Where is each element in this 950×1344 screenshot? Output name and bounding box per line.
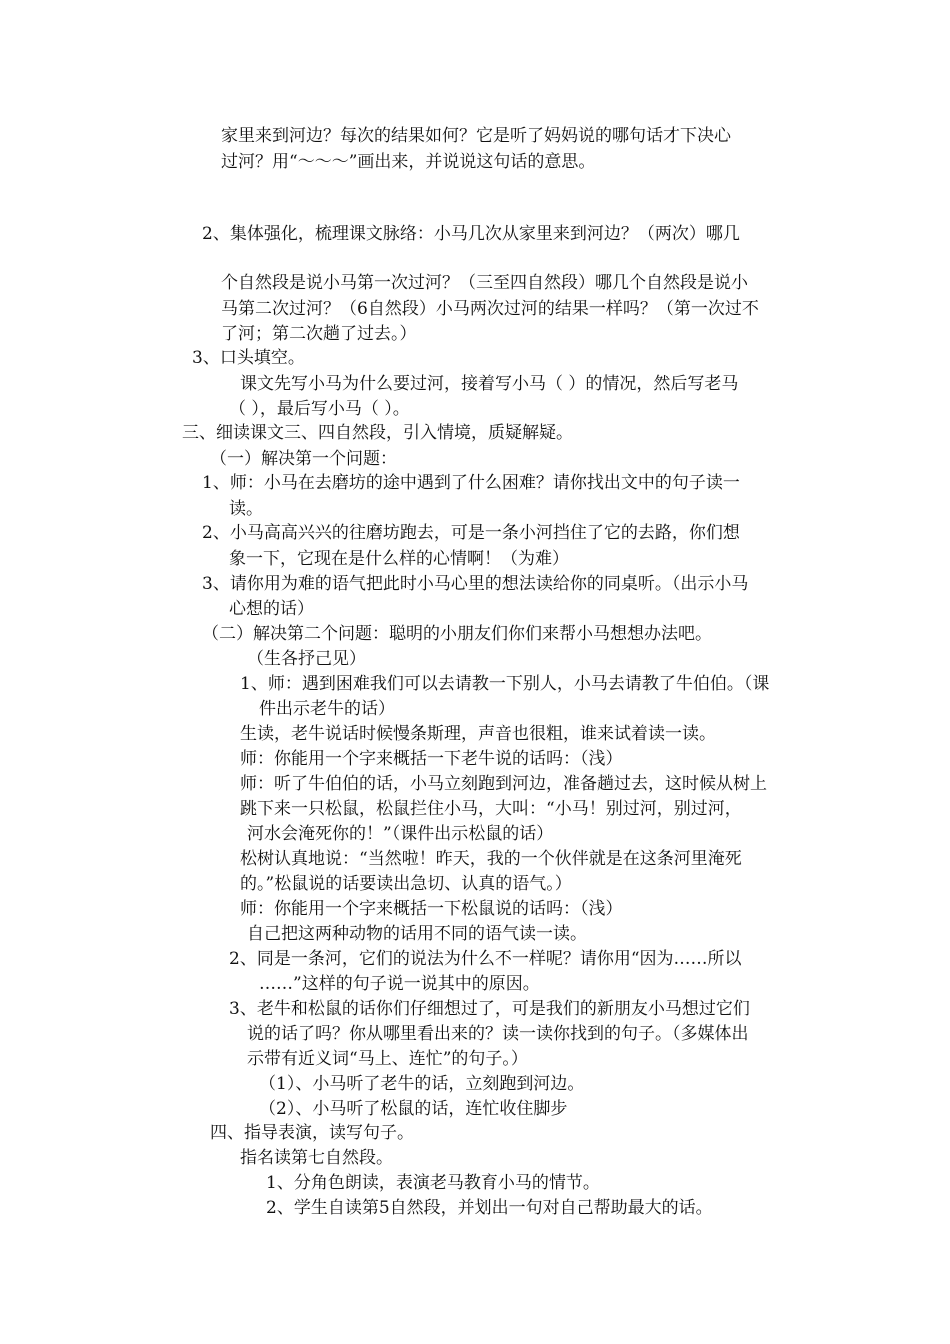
text-line: 象一下，它现在是什么样的心情啊！（为难） bbox=[229, 549, 569, 569]
list-item: 2、学生自读第5自然段，并划出一句对自己帮助最大的话。 bbox=[266, 1198, 713, 1218]
list-item: 3、老牛和松鼠的话你们仔细想过了，可是我们的新朋友小马想过它们 bbox=[229, 999, 750, 1019]
text-line: （ ），最后写小马（ ）。 bbox=[229, 399, 410, 419]
text-line: 师：听了牛伯伯的话，小马立刻跑到河边，准备趟过去，这时候从树上 bbox=[240, 774, 767, 794]
text-line: 指名读第七自然段。 bbox=[240, 1148, 393, 1168]
text-line: 说的话了吗？你从哪里看出来的？读一读你找到的句子。（多媒体出 bbox=[247, 1024, 749, 1044]
list-item-3: 3、口头填空。 bbox=[192, 348, 305, 368]
subsection-heading: （一）解决第一个问题： bbox=[210, 449, 397, 469]
text-line: 师：你能用一个字来概括一下松鼠说的话吗：（浅） bbox=[240, 899, 623, 919]
text-line: 了河；第二次趟了过去。） bbox=[221, 324, 417, 344]
text-line: 件出示老牛的话） bbox=[259, 699, 395, 719]
list-item: 3、请你用为难的语气把此时小马心里的想法读给你的同桌听。（出示小马 bbox=[202, 574, 749, 594]
text-line: 心想的话） bbox=[229, 599, 314, 619]
text-line: 跳下来一只松鼠，松鼠拦住小马，大叫：“小马！别过河，别过河， bbox=[240, 799, 742, 819]
list-item: 1、师：小马在去磨坊的途中遇到了什么困难？请你找出文中的句子读一 bbox=[202, 473, 740, 493]
text-line: 松树认真地说：“当然啦！昨天，我的一个伙伴就是在这条河里淹死 bbox=[240, 849, 742, 869]
text-line: 生读，老牛说话时候慢条斯理，声音也很粗，谁来试着读一读。 bbox=[240, 724, 716, 744]
text-line: （1）、小马听了老牛的话，立刻跑到河边。 bbox=[259, 1074, 585, 1094]
text-line: （2）、小马听了松鼠的话，连忙收住脚步 bbox=[259, 1099, 568, 1119]
text-line: 自己把这两种动物的话用不同的语气读一读。 bbox=[247, 924, 587, 944]
text-line: 的。”松鼠说的话要读出急切、认真的语气。） bbox=[240, 874, 572, 894]
text-line: 读。 bbox=[229, 499, 263, 519]
text-line: 个自然段是说小马第一次过河？（三至四自然段）哪几个自然段是说小 bbox=[221, 273, 748, 293]
list-item: 1、师：遇到困难我们可以去请教一下别人，小马去请教了牛伯伯。（课 bbox=[240, 674, 770, 694]
list-item-2: 2、集体强化，梳理课文脉络：小马几次从家里来到河边？（两次）哪几 bbox=[202, 224, 740, 244]
subsection-heading: （二）解决第二个问题：聪明的小朋友们你们来帮小马想想办法吧。 bbox=[202, 624, 712, 644]
list-item: 2、小马高高兴兴的往磨坊跑去，可是一条小河挡住了它的去路，你们想 bbox=[202, 523, 740, 543]
list-item: 2、同是一条河，它们的说法为什么不一样呢？请你用“因为……所以 bbox=[229, 949, 742, 969]
section-heading-3: 三、细读课文三、四自然段，引入情境，质疑解疑。 bbox=[182, 423, 573, 443]
text-line: 马第二次过河？（6自然段）小马两次过河的结果一样吗？（第一次过不 bbox=[221, 299, 759, 319]
text-line: 师：你能用一个字来概括一下老牛说的话吗：（浅） bbox=[240, 749, 623, 769]
text-line: 过河？用“～～～”画出来，并说说这句话的意思。 bbox=[221, 152, 596, 172]
text-line: 示带有近义词“马上、连忙”的句子。） bbox=[247, 1049, 528, 1069]
list-item: 1、分角色朗读，表演老马教育小马的情节。 bbox=[266, 1173, 600, 1193]
text-line: （生各抒己见） bbox=[247, 649, 366, 669]
section-heading-4: 四、指导表演，读写句子。 bbox=[210, 1123, 414, 1143]
text-line: ……”这样的句子说一说其中的原因。 bbox=[259, 974, 540, 994]
text-line: 河水会淹死你的！”（课件出示松鼠的话） bbox=[247, 824, 554, 844]
text-line: 课文先写小马为什么要过河，接着写小马（ ）的情况，然后写老马 bbox=[240, 374, 739, 394]
text-line: 家里来到河边？每次的结果如何？它是听了妈妈说的哪句话才下决心 bbox=[221, 126, 731, 146]
